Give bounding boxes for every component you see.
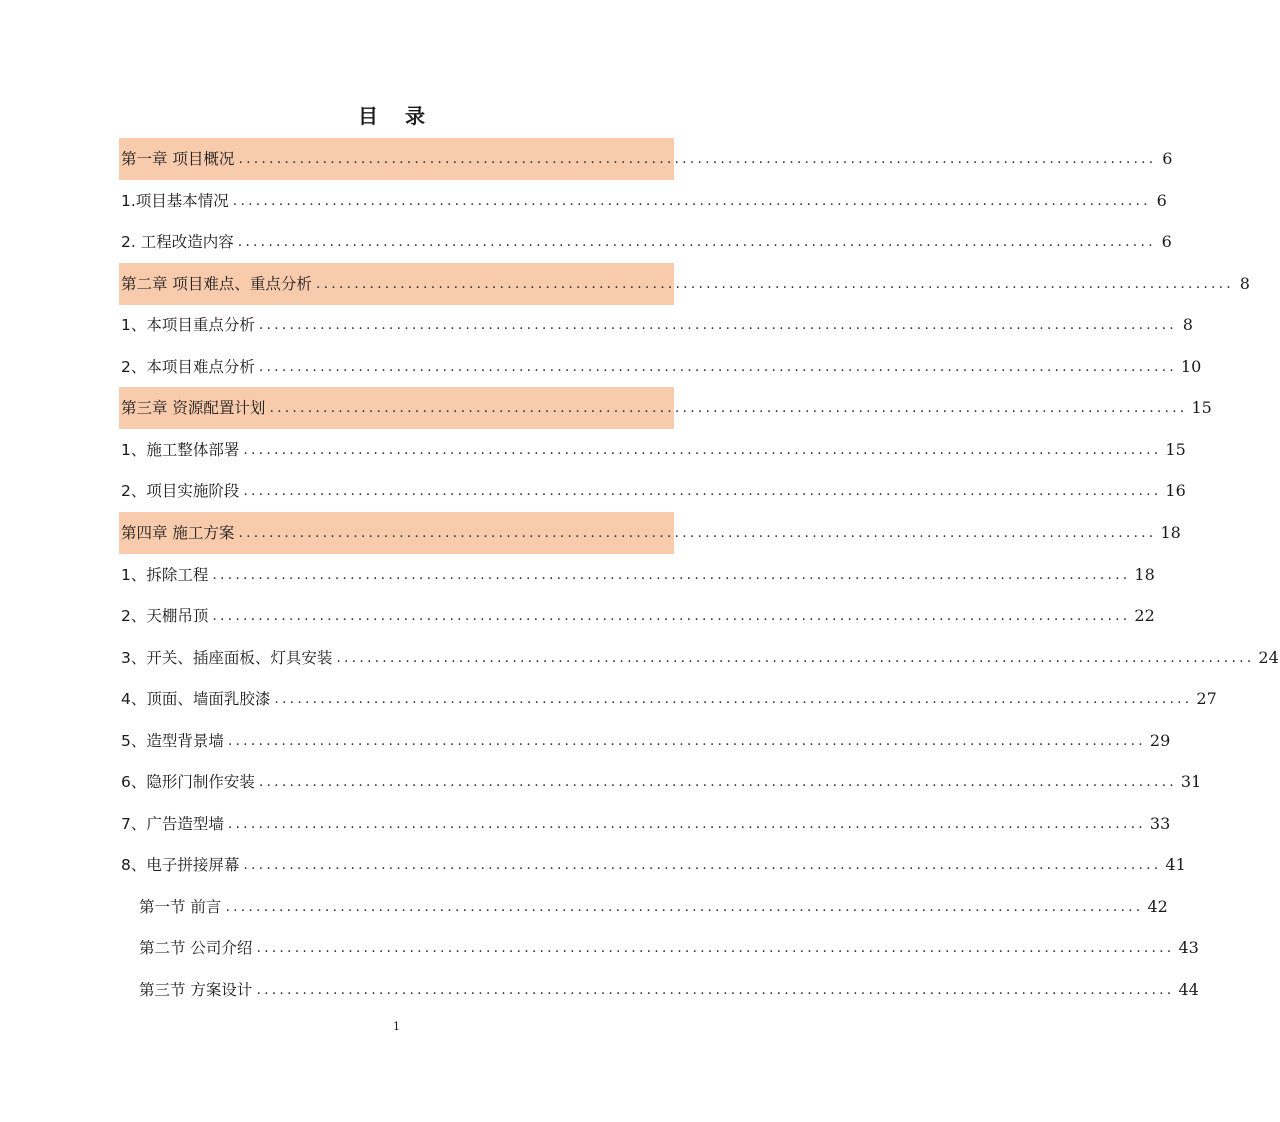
toc-entry-page: 6	[1156, 191, 1167, 210]
toc-title: 目 录	[358, 104, 435, 128]
toc-entry-page: 18	[1134, 565, 1155, 584]
toc-entry[interactable]	[119, 637, 1279, 679]
toc-entry-page: 42	[1147, 897, 1168, 916]
toc-leader-dots: ........................................................................................................................	[256, 982, 1175, 998]
toc-entry-label: 2、项目实施阶段	[121, 482, 240, 500]
toc-entry[interactable]	[119, 678, 1217, 720]
toc-entry-page: 15	[1191, 398, 1212, 417]
toc-entry[interactable]	[119, 803, 1171, 845]
toc-entry-page: 6	[1162, 149, 1173, 168]
toc-entry-page: 8	[1182, 315, 1193, 334]
toc-leader-dots: ........................................................................................................................	[258, 359, 1177, 375]
toc-leader-dots: ........................................................................................................................	[232, 193, 1151, 209]
toc-entry-label: 4、顶面、墙面乳胶漆	[121, 690, 271, 708]
toc-leader-dots: ........................................................................................................................	[269, 400, 1188, 416]
toc-entry-page: 22	[1134, 606, 1155, 625]
toc-entry-label: 8、电子拼接屏幕	[121, 856, 240, 874]
toc-entry[interactable]	[119, 886, 1168, 928]
toc-entry[interactable]	[119, 429, 1186, 471]
toc-entry-label: 2、本项目难点分析	[121, 358, 255, 376]
toc-leader-dots: ........................................................................................................................	[258, 317, 1177, 333]
toc-leader-dots: ........................................................................................................................	[243, 442, 1162, 458]
toc-entry-page: 16	[1165, 481, 1186, 500]
toc-entry-label: 2、天棚吊顶	[121, 607, 209, 625]
toc-entry[interactable]	[119, 221, 1172, 263]
toc-entry[interactable]	[119, 346, 1202, 388]
toc-entry-label: 第四章 施工方案	[121, 524, 235, 542]
toc-leader-dots: ........................................................................................................................	[258, 774, 1177, 790]
toc-entry-label: 第二章 项目难点、重点分析	[121, 275, 312, 293]
toc-entry-label: 7、广告造型墙	[121, 815, 224, 833]
toc-entry-label: 3、开关、插座面板、灯具安装	[121, 649, 333, 667]
toc-entry[interactable]	[119, 512, 1181, 554]
toc-entry-page: 18	[1160, 523, 1181, 542]
page-number: 1	[393, 1020, 400, 1033]
toc-entry-page: 41	[1165, 855, 1186, 874]
toc-entry[interactable]	[119, 470, 1186, 512]
toc-entry[interactable]	[119, 844, 1186, 886]
toc-entry-page: 44	[1178, 980, 1199, 999]
toc-entry[interactable]	[119, 387, 1212, 429]
toc-entry-label: 第一章 项目概况	[121, 150, 235, 168]
toc-leader-dots: ........................................................................................................................	[243, 857, 1162, 873]
toc-entry-label: 1、拆除工程	[121, 566, 209, 584]
toc-entry-label: 1.项目基本情况	[121, 192, 229, 210]
toc-entry[interactable]	[119, 720, 1171, 762]
toc-leader-dots: ........................................................................................................................	[237, 234, 1156, 250]
toc-leader-dots: ........................................................................................................................	[238, 151, 1157, 167]
toc-leader-dots: ........................................................................................................................	[336, 650, 1255, 666]
toc-entry[interactable]	[119, 180, 1167, 222]
toc-leader-dots: ........................................................................................................................	[212, 608, 1131, 624]
toc-entry[interactable]	[119, 969, 1199, 1011]
toc-entry-page: 43	[1178, 938, 1199, 957]
toc-entry-page: 29	[1149, 731, 1171, 750]
toc-entry[interactable]	[119, 304, 1193, 346]
toc-leader-dots: ........................................................................................................................	[238, 525, 1157, 541]
toc-entry-label: 6、隐形门制作安装	[121, 773, 255, 791]
toc-entry-label: 5、造型背景墙	[121, 732, 224, 750]
toc-leader-dots: ........................................................................................................................	[315, 276, 1234, 292]
toc-leader-dots: ........................................................................................................................	[256, 940, 1175, 956]
toc-entry-label: 第三章 资源配置计划	[121, 399, 266, 417]
toc-entry[interactable]	[119, 761, 1202, 803]
toc-entry[interactable]	[119, 263, 1250, 305]
toc-entry-label: 1、本项目重点分析	[121, 316, 255, 334]
toc-entry[interactable]	[119, 554, 1155, 596]
toc-entry-page: 10	[1180, 357, 1202, 376]
toc-entry-page: 24	[1258, 648, 1279, 667]
toc-entry-page: 8	[1239, 274, 1250, 293]
toc-entry[interactable]	[119, 138, 1173, 180]
toc-entry[interactable]	[119, 927, 1199, 969]
toc-leader-dots: ........................................................................................................................	[225, 899, 1144, 915]
toc-entry-label: 第一节 前言	[139, 898, 222, 916]
toc-entry-label: 2. 工程改造内容	[121, 233, 234, 251]
toc-leader-dots: ........................................................................................................................	[274, 691, 1193, 707]
toc-entry-label: 第二节 公司介绍	[139, 939, 253, 957]
toc-leader-dots: ........................................................................................................................	[243, 483, 1162, 499]
toc-leader-dots: ........................................................................................................................	[212, 567, 1131, 583]
toc-leader-dots: ........................................................................................................................	[227, 733, 1146, 749]
toc-entry-page: 33	[1149, 814, 1171, 833]
toc-leader-dots: ........................................................................................................................	[227, 816, 1146, 832]
toc-entry-page: 27	[1196, 689, 1217, 708]
toc-entry-label: 第三节 方案设计	[139, 981, 253, 999]
toc-entry-page: 15	[1165, 440, 1186, 459]
toc-entry-label: 1、施工整体部署	[121, 441, 240, 459]
toc-entry-page: 6	[1161, 232, 1172, 251]
toc-entry-page: 31	[1180, 772, 1202, 791]
toc-entry[interactable]	[119, 595, 1155, 637]
